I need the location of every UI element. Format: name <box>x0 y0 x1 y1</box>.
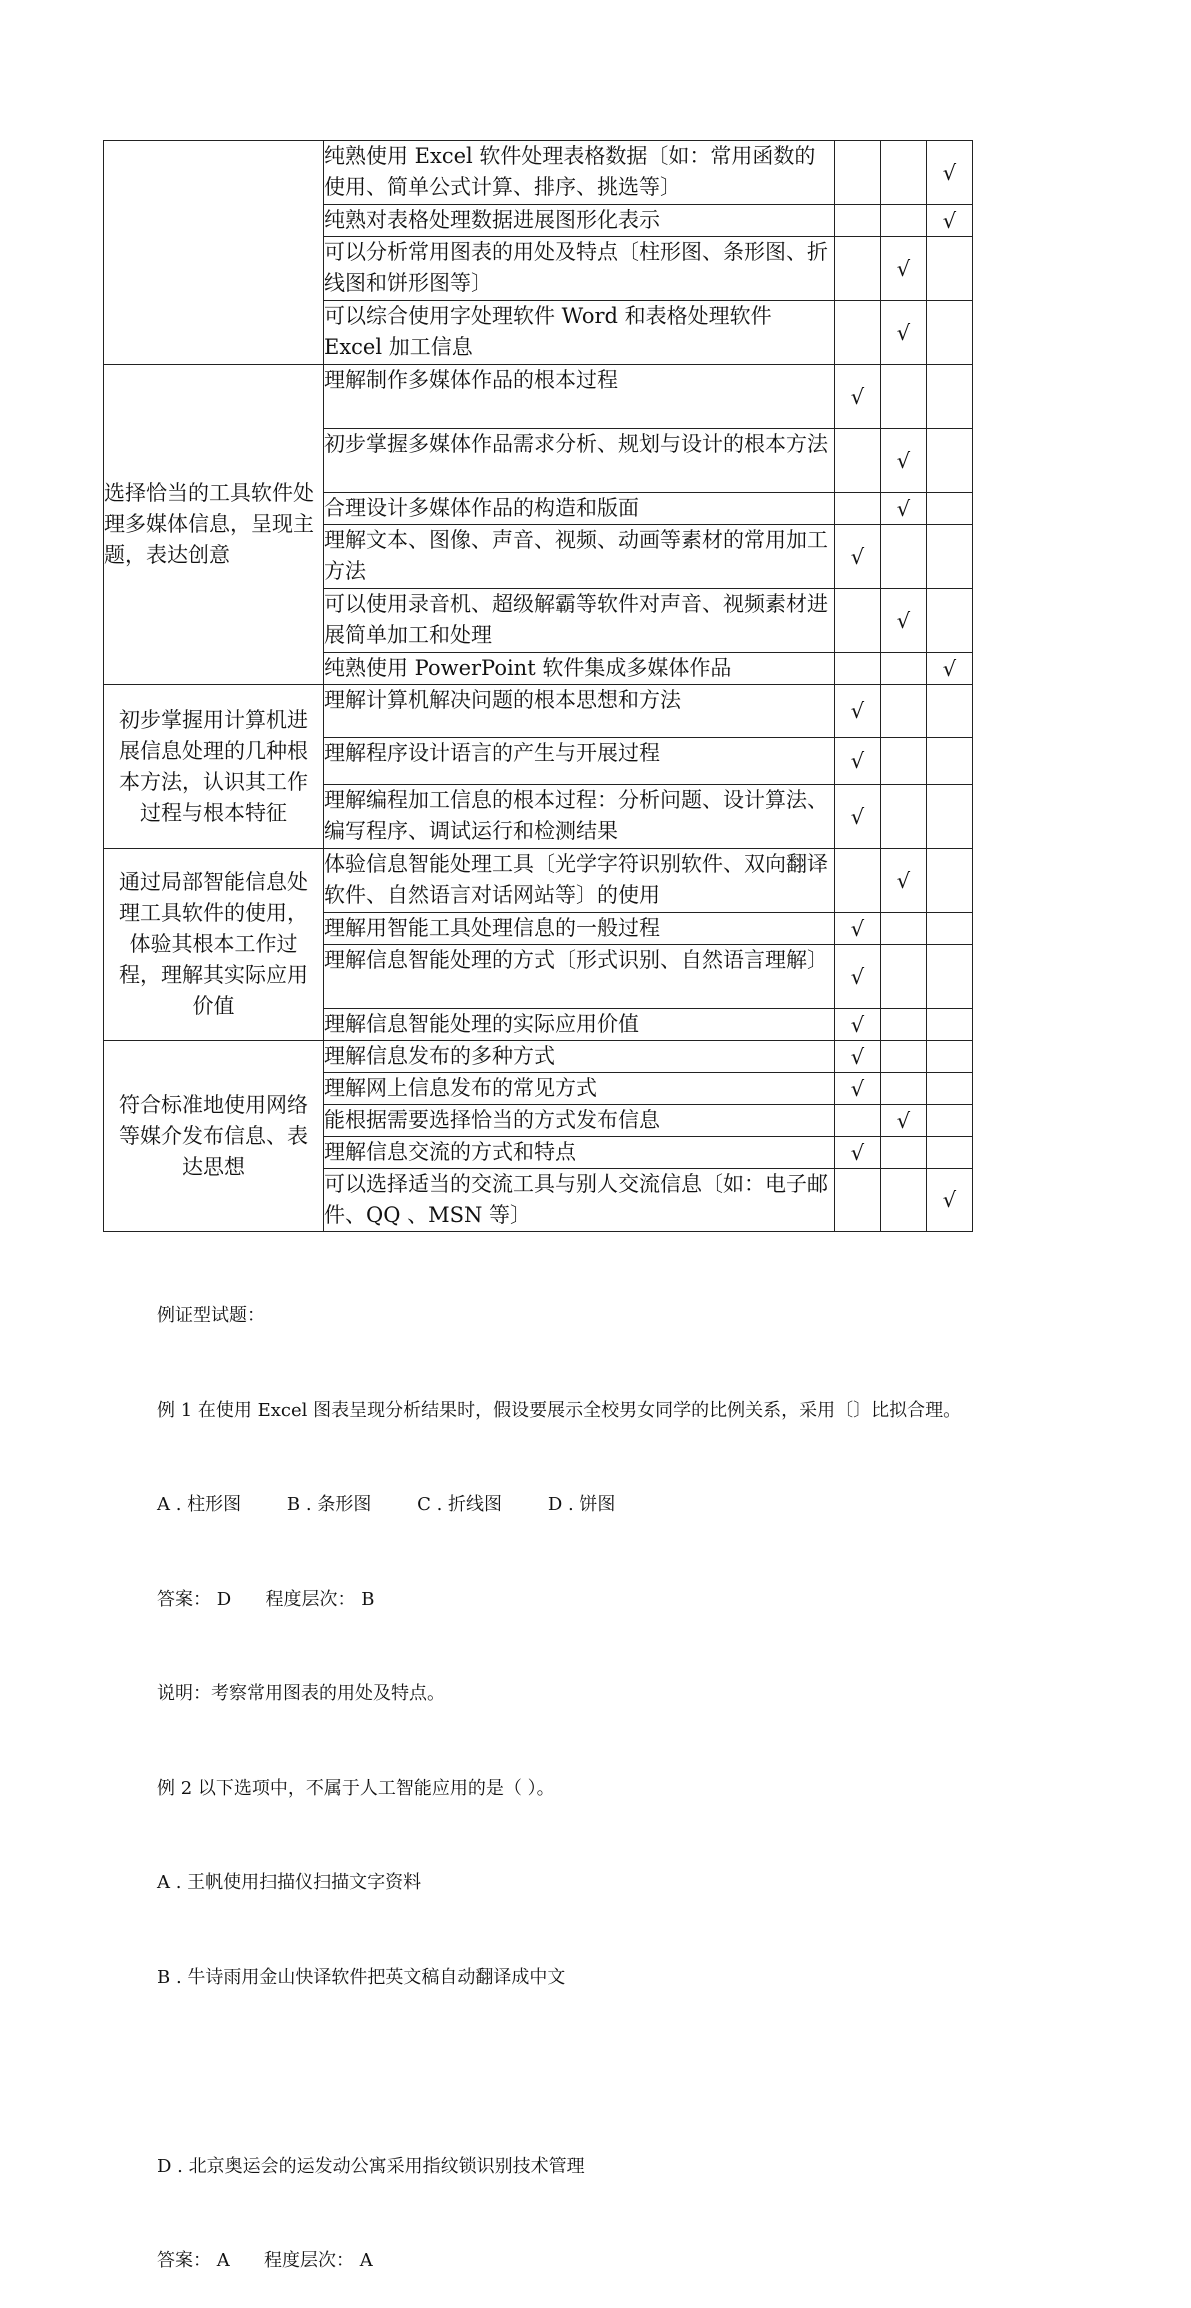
category-cell: 选择恰当的工具软件处理多媒体信息，呈现主题，表达创意 <box>104 365 324 685</box>
examples-section <box>157 1237 961 2308</box>
level-3-cell <box>927 1041 973 1073</box>
level-3-cell <box>927 589 973 653</box>
level-2-cell <box>881 1169 927 1232</box>
table-row <box>104 1041 973 1073</box>
checkmark-icon: √ <box>850 1044 865 1069</box>
description-cell: 体验信息智能处理工具〔光学字符识别软件、双向翻译软件、自然语言对话网站等〕的使用 <box>324 849 835 913</box>
description-cell: 理解信息发布的多种方式 <box>324 1041 835 1073</box>
description-cell: 能根据需要选择恰当的方式发布信息 <box>324 1105 835 1137</box>
checkmark-icon: √ <box>850 749 865 773</box>
level-2-cell <box>881 1137 927 1169</box>
level-1-cell <box>835 237 881 301</box>
level-3-cell <box>927 525 973 589</box>
description-cell: 理解程序设计语言的产生与开展过程 <box>324 738 835 785</box>
level-3-cell <box>927 365 973 429</box>
level-2-cell <box>881 913 927 945</box>
checkmark-icon: √ <box>896 868 911 893</box>
level-3-cell <box>927 493 973 525</box>
level-2-cell <box>881 589 927 653</box>
level-1-cell <box>835 738 881 785</box>
description-cell: 初步掌握多媒体作品需求分析、规划与设计的根本方法 <box>324 429 835 493</box>
level-1-cell <box>835 1169 881 1232</box>
example-line: 例证型试题： <box>157 1305 265 1326</box>
level-2-cell <box>881 525 927 589</box>
description-cell: 理解信息智能处理的实际应用价值 <box>324 1009 835 1041</box>
checkmark-icon: √ <box>850 916 865 941</box>
category-cell: 通过局部智能信息处理工具软件的使用，体验其根本工作过程，理解其实际应用价值 <box>104 849 324 1041</box>
description-cell: 理解文本、图像、声音、视频、动画等素材的常用加工方法 <box>324 525 835 589</box>
checkmark-icon: √ <box>942 1188 957 1212</box>
level-1-cell <box>835 1105 881 1137</box>
description-cell: 可以分析常用图表的用处及特点〔柱形图、条形图、折线图和饼形图等〕 <box>324 237 835 301</box>
example-line: 答案： A 程度层次： A <box>157 2250 373 2271</box>
checkmark-icon: √ <box>896 1108 911 1133</box>
level-2-cell <box>881 945 927 1009</box>
checkmark-icon: √ <box>896 608 911 633</box>
description-cell: 理解网上信息发布的常见方式 <box>324 1073 835 1105</box>
level-1-cell <box>835 141 881 205</box>
checkmark-icon: √ <box>850 1076 865 1101</box>
level-3-cell <box>927 301 973 365</box>
level-1-cell <box>835 365 881 429</box>
checkmark-icon: √ <box>850 384 865 409</box>
checkmark-icon: √ <box>896 448 911 473</box>
checkmark-icon: √ <box>850 804 865 829</box>
level-3-cell <box>927 1169 973 1232</box>
level-3-cell <box>927 1137 973 1169</box>
example-line <box>157 2056 961 2088</box>
checkmark-icon: √ <box>850 1140 865 1165</box>
description-cell: 理解信息智能处理的方式〔形式识别、自然语言理解〕 <box>324 945 835 1009</box>
level-3-cell <box>927 685 973 738</box>
description-cell: 理解计算机解决问题的根本思想和方法 <box>324 685 835 738</box>
level-1-cell <box>835 1073 881 1105</box>
table-row <box>104 849 973 913</box>
description-cell: 纯熟对表格处理数据进展图形化表示 <box>324 205 835 237</box>
table-row <box>104 141 973 205</box>
level-1-cell <box>835 785 881 849</box>
level-3-cell <box>927 205 973 237</box>
level-2-cell <box>881 237 927 301</box>
example-line: A . 王帆使用扫描仪扫描文字资料 <box>157 1872 422 1893</box>
level-1-cell <box>835 429 881 493</box>
level-3-cell <box>927 849 973 913</box>
level-2-cell <box>881 738 927 785</box>
level-1-cell <box>835 1137 881 1169</box>
description-cell: 理解编程加工信息的根本过程：分析问题、设计算法、编写程序、调试运行和检测结果 <box>324 785 835 849</box>
level-3-cell <box>927 141 973 205</box>
level-1-cell <box>835 493 881 525</box>
description-cell: 合理设计多媒体作品的构造和版面 <box>324 493 835 525</box>
checkmark-icon: √ <box>850 699 865 723</box>
level-3-cell <box>927 785 973 849</box>
description-cell: 理解制作多媒体作品的根本过程 <box>324 365 835 429</box>
description-cell: 可以使用录音机、超级解霸等软件对声音、视频素材进展简单加工和处理 <box>324 589 835 653</box>
description-cell: 纯熟使用 Excel 软件处理表格数据〔如：常用函数的使用、简单公式计算、排序、挑选等〕 <box>324 141 835 205</box>
level-3-cell <box>927 1009 973 1041</box>
level-1-cell <box>835 653 881 685</box>
level-1-cell <box>835 685 881 738</box>
level-3-cell <box>927 1105 973 1137</box>
standards-table <box>103 140 973 1232</box>
level-1-cell <box>835 1041 881 1073</box>
example-line: D . 北京奥运会的运发动公寓采用指纹锁识别技术管理 <box>157 2155 585 2177</box>
level-1-cell <box>835 525 881 589</box>
level-1-cell <box>835 849 881 913</box>
example-line: B . 牛诗雨用金山快译软件把英文稿自动翻译成中文 <box>157 1966 566 1988</box>
description-cell: 纯熟使用 PowerPoint 软件集成多媒体作品 <box>324 653 835 685</box>
level-3-cell <box>927 1073 973 1105</box>
table-row <box>104 685 973 738</box>
level-3-cell <box>927 653 973 685</box>
checkmark-icon: √ <box>850 964 865 989</box>
description-cell: 可以选择适当的交流工具与别人交流信息〔如：电子邮件、QQ 、MSN 等〕 <box>324 1169 835 1232</box>
checkmark-icon: √ <box>942 208 957 233</box>
table-row <box>104 365 973 429</box>
level-1-cell <box>835 205 881 237</box>
level-2-cell <box>881 685 927 738</box>
example-line: 例 2 以下选项中，不属于人工智能应用的是（ ）。 <box>157 1777 555 1799</box>
checkmark-icon: √ <box>850 544 865 569</box>
level-2-cell <box>881 205 927 237</box>
checkmark-icon: √ <box>896 496 911 521</box>
level-2-cell <box>881 653 927 685</box>
level-1-cell <box>835 1009 881 1041</box>
description-cell: 理解用智能工具处理信息的一般过程 <box>324 913 835 945</box>
checkmark-icon: √ <box>942 160 957 185</box>
level-1-cell <box>835 913 881 945</box>
level-2-cell <box>881 301 927 365</box>
level-2-cell <box>881 1041 927 1073</box>
category-cell: 初步掌握用计算机进展信息处理的几种根本方法，认识其工作过程与根本特征 <box>104 685 324 849</box>
level-2-cell <box>881 429 927 493</box>
checkmark-icon: √ <box>942 656 957 681</box>
level-2-cell <box>881 1105 927 1137</box>
checkmark-icon: √ <box>850 1012 865 1037</box>
level-2-cell <box>881 1073 927 1105</box>
level-2-cell <box>881 365 927 429</box>
level-3-cell <box>927 913 973 945</box>
level-1-cell <box>835 589 881 653</box>
level-3-cell <box>927 738 973 785</box>
example-line: 说明：考察常用图表的用处及特点。 <box>157 1683 445 1704</box>
level-2-cell <box>881 141 927 205</box>
level-3-cell <box>927 945 973 1009</box>
example-line: 例 1 在使用 Excel 图表呈现分析结果时，假设要展示全校男女同学的比例关系，采用〔〕比拟合理。 <box>157 1399 962 1421</box>
level-3-cell <box>927 237 973 301</box>
example-line: 答案： D 程度层次： B <box>157 1588 375 1610</box>
category-cell: 符合标准地使用网络等媒介发布信息、表达思想 <box>104 1041 324 1232</box>
level-2-cell <box>881 1009 927 1041</box>
level-1-cell <box>835 301 881 365</box>
level-2-cell <box>881 785 927 849</box>
level-2-cell <box>881 849 927 913</box>
description-cell: 理解信息交流的方式和特点 <box>324 1137 835 1169</box>
checkmark-icon: √ <box>896 320 911 345</box>
level-1-cell <box>835 945 881 1009</box>
level-2-cell <box>881 493 927 525</box>
category-cell-empty <box>104 141 324 365</box>
checkmark-icon: √ <box>896 256 911 281</box>
example-line: A . 柱形图 B . 条形图 C . 折线图 D . 饼图 <box>157 1494 616 1515</box>
description-cell: 可以综合使用字处理软件 Word 和表格处理软件 Excel 加工信息 <box>324 301 835 365</box>
level-3-cell <box>927 429 973 493</box>
